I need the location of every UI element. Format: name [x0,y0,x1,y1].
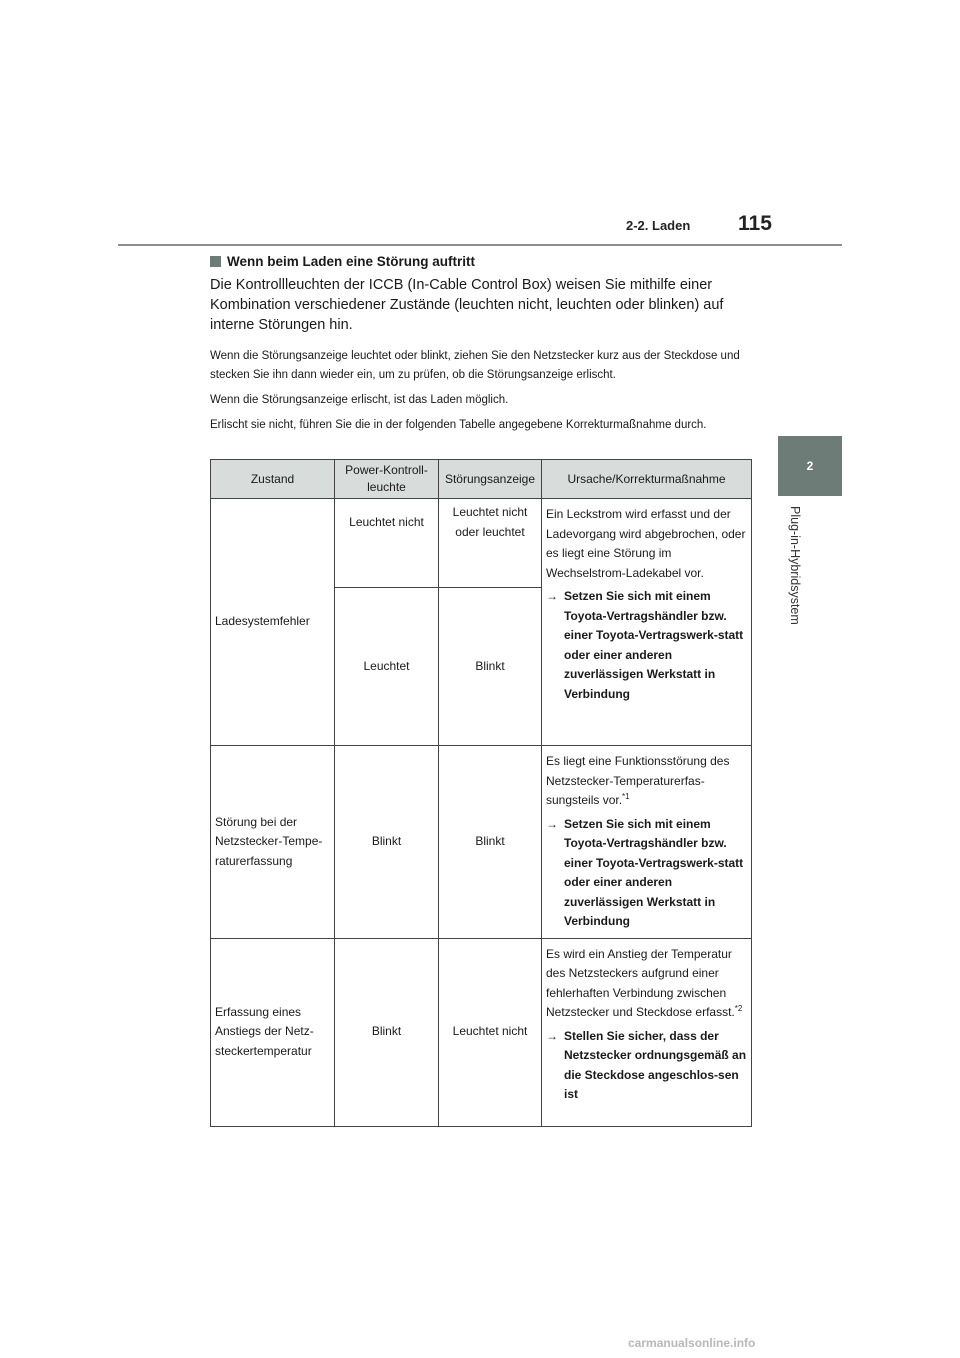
fault-indicator-cell: Leuchtet nicht [439,938,542,1126]
cause-text [546,752,747,811]
chapter-title: Plug-in-Hybridsystem [788,506,802,625]
note-paragraph: Erlischt sie nicht, führen Sie die in der folgenden Tabelle angegebene Korrekturmaßnahme durch. [210,419,707,431]
section-heading [210,254,750,269]
corrective-action [546,587,747,704]
table-row [211,746,752,939]
corrective-action [546,815,747,932]
chapter-number: 2 [806,459,814,473]
corrective-action-text: Setzen Sie sich mit einem Toyota-Vertragshändler bzw. einer Toyota-Vertragswerk-statt oder einer anderen zuverlässigen Werkstatt in Verbindung [564,816,744,928]
power-indicator-cell: Blinkt [335,938,439,1126]
table-row [211,938,752,1126]
arrow-right-icon: → [546,589,558,603]
fault-table [210,459,752,1127]
fault-indicator-cell: Blinkt [439,588,542,746]
column-header: Power-Kontroll-leuchte [335,460,439,499]
note-paragraph: Wenn die Störungsanzeige leuchtet oder blinkt, ziehen Sie den Netzstecker kurz aus der Steckdose und stecken Sie ihn dann wieder ein, um zu prüfen, ob die Störungsanzeige erlischt. [210,350,740,381]
condition-cell: Ladesystemfehler [211,499,335,746]
square-bullet-icon [210,256,221,267]
column-header: Zustand [211,460,335,499]
cause-cell [542,938,752,1126]
section-content [210,254,750,441]
fault-indicator-cell: Blinkt [439,746,542,939]
table-header-row [211,460,752,499]
page-number: 115 [738,212,772,235]
corrective-action [546,1027,747,1105]
section-heading-text: Wenn beim Laden eine Störung auftritt [227,254,476,269]
intro-paragraph: Die Kontrollleuchten der ICCB (In-Cable Control Box) weisen Sie mithilfe einer Kombination verschiedener Zustände (leuchten nicht, leuchten oder blinken) auf interne Störungen hin. [210,277,724,333]
arrow-right-icon: → [546,1028,558,1043]
table-row [211,499,752,588]
footnote-marker: *1 [622,792,630,801]
header-divider [118,244,842,246]
cause-text: Ein Leckstrom wird erfasst und der Ladevorgang wird abgebrochen, oder es liegt eine Störung im Wechselstrom-Ladekabel vor. [546,507,746,580]
condition-cell: Erfassung eines Anstiegs der Netz-steckertemperatur [211,938,335,1126]
footnote-marker: *2 [734,1004,743,1013]
header-section-title: 2-2. Laden [626,218,691,233]
fault-indicator-cell: Leuchtet nicht oder leuchtet [439,499,542,588]
cause-text [546,945,747,1023]
corrective-action-text: Setzen Sie sich mit einem Toyota-Vertragshändler bzw. einer Toyota-Vertragswerk-statt oder einer anderen zuverlässigen Werkstatt in Verbindung [564,589,744,701]
power-indicator-cell: Blinkt [335,746,439,939]
cause-cell [542,499,752,746]
cause-text-body: Es liegt eine Funktionsstörung des Netzstecker-Temperaturerfas-sungsteils vor. [546,754,730,807]
column-header: Ursache/Korrekturmaßnahme [542,460,752,499]
cause-text-body: Es wird ein Anstieg der Temperatur des Netzsteckers aufgrund einer fehlerhaften Verbindung zwischen Netzstecker und Steckdose erfasst. [546,946,735,1019]
corrective-action-text: Stellen Sie sicher, dass der Netzstecker ordnungsgemäß an die Steckdose angeschlos-sen ist [564,1028,747,1101]
note-paragraph: Wenn die Störungsanzeige erlischt, ist das Laden möglich. [210,394,509,406]
power-indicator-cell: Leuchtet nicht [335,499,439,588]
power-indicator-cell: Leuchtet [335,588,439,746]
cause-cell [542,746,752,939]
chapter-tab [778,436,842,496]
column-header: Störungsanzeige [439,460,542,499]
arrow-right-icon: → [546,816,558,831]
condition-cell: Störung bei der Netzstecker-Tempe-raturerfassung [211,746,335,939]
footer-watermark: carmanualsonline.info [628,1336,756,1350]
